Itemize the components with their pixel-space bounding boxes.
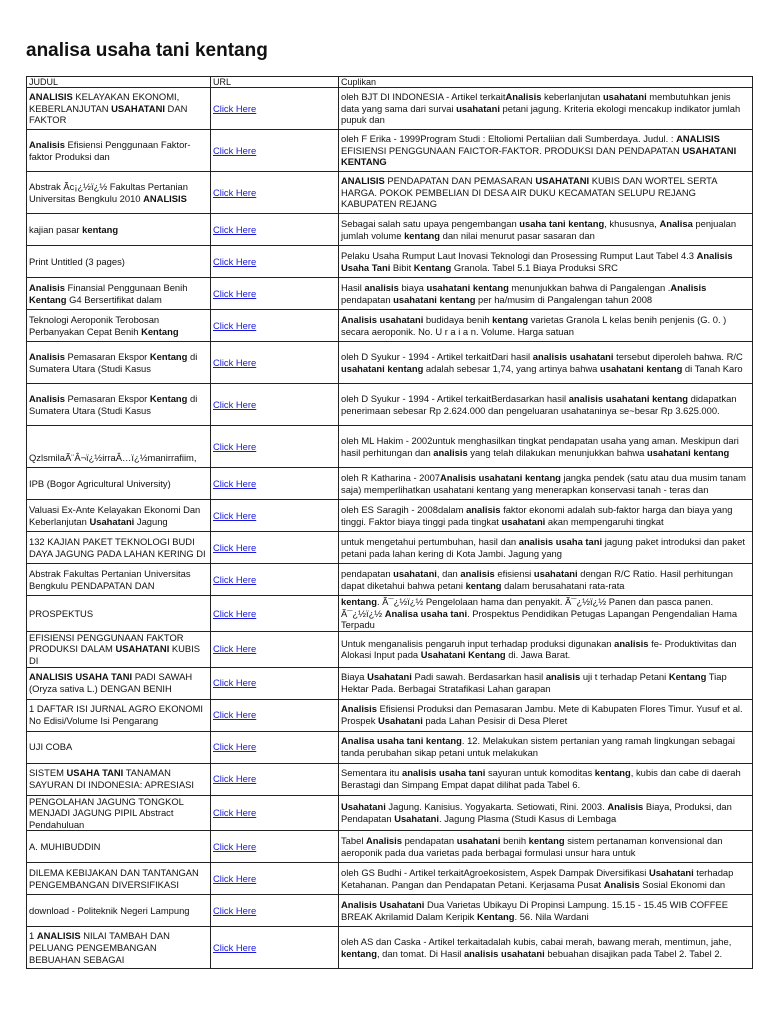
row-title: ANALISIS USAHA TANI PADI SAWAH (Oryza sativa L.) DENGAN BENIH [27,667,211,699]
row-title: Print Untitled (3 pages) [27,246,211,278]
click-here-link[interactable]: Click Here [213,144,257,156]
row-title: SISTEM USAHA TANI TANAMAN SAYURAN DI INDONESIA: APRESIASI [27,763,211,795]
click-here-link[interactable]: Click Here [213,356,257,368]
table-row [27,214,753,246]
row-url-cell [211,895,339,927]
table-header-row [27,77,753,88]
click-here-link[interactable]: Click Here [213,841,257,853]
table-row [27,468,753,500]
click-here-link[interactable]: Click Here [213,186,257,198]
row-snippet: oleh ES Saragih - 2008dalam analisis faktor ekonomi adalah sub-faktor harga dan biaya yang tinggi. Faktor biaya tinggi pada tingkat usahatani akan mempengaruhi tingkat [339,500,753,532]
row-title: 132 KAJIAN PAKET TEKNOLOGI BUDI DAYA JAGUNG PADA LAHAN KERING DI [27,532,211,564]
click-here-link[interactable]: Click Here [213,509,257,521]
row-url-cell [211,214,339,246]
row-snippet: Sementara itu analisis usaha tani sayuran untuk komoditas kentang, kubis dan cabe di daerah Berastagi dan Simpang Empat dapat dilihat pada Tabel 6. [339,763,753,795]
click-here-link[interactable]: Click Here [213,573,257,585]
row-url-cell [211,927,339,969]
click-here-link[interactable]: Click Here [213,287,257,299]
row-title: PENGOLAHAN JAGUNG TONGKOL MENJADI JAGUNG PIPIL Abstract Pendahuluan [27,795,211,831]
table-row [27,88,753,130]
click-here-link[interactable]: Click Here [213,709,257,721]
click-here-link[interactable]: Click Here [213,477,257,489]
table-row [27,172,753,214]
row-title: A. MUHIBUDDIN [27,831,211,863]
table-row [27,763,753,795]
click-here-link[interactable]: Click Here [213,741,257,753]
click-here-link[interactable]: Click Here [213,319,257,331]
header-cuplikan: Cuplikan [339,77,753,88]
click-here-link[interactable]: Click Here [213,807,257,819]
row-snippet: oleh F Erika - 1999Program Studi : Eltoliomi Pertaliian dali Sumberdaya. Judul. : ANALISIS EFISIENSI PENGGUNAAN FAICTOR-FAKTOR. PRODUKSI DAN PENDAPATAN USAHATANI KENTANG [339,130,753,172]
row-snippet: oleh R Katharina - 2007Analisis usahatani kentang jangka pendek (satu atau dua musim tanam saja) memperlihatkan usahatani kentang yang menerapkan konservasi tanah - teras dan [339,468,753,500]
table-row [27,667,753,699]
row-title: Analisis Finansial Penggunaan Benih Kentang G4 Bersertifikat dalam [27,278,211,310]
table-row [27,863,753,895]
table-row [27,500,753,532]
table-row [27,310,753,342]
row-url-cell [211,246,339,278]
click-here-link[interactable]: Click Here [213,942,257,954]
table-row [27,596,753,632]
row-url-cell [211,564,339,596]
row-snippet: Tabel Analisis pendapatan usahatani benih kentang sistem pertanaman konvensional dan aeroponik pada dua varietas pada berbagai formulasi unsur hara untuk [339,831,753,863]
header-judul: JUDUL [27,77,211,88]
row-url-cell [211,831,339,863]
row-url-cell [211,532,339,564]
table-row [27,631,753,667]
row-snippet: Biaya Usahatani Padi sawah. Berdasarkan hasil analisis uji t terhadap Petani Kentang Tiap Hektar Pada. Berbagai Stratafikasi Lahan garapan [339,667,753,699]
row-snippet: Hasil analisis biaya usahatani kentang menunjukkan bahwa di Pangalengan .Analisis pendapatan usahatani kentang per ha/musim di Pangalengan tahun 2008 [339,278,753,310]
table-row [27,731,753,763]
table-row [27,278,753,310]
table-row [27,130,753,172]
row-url-cell [211,426,339,468]
row-title: EFISIENSI PENGGUNAAN FAKTOR PRODUKSI DALAM USAHATANI KUBIS DI [27,631,211,667]
row-snippet: ANALISIS PENDAPATAN DAN PEMASARAN USAHATANI KUBIS DAN WORTEL SERTA HARGA. POKOK PEMBELIAN DI DESA AIR DUKU KECAMATAN SELUPU REJANG KABUPATEN REJANG [339,172,753,214]
click-here-link[interactable]: Click Here [213,440,257,452]
table-row [27,532,753,564]
header-url: URL [211,77,339,88]
row-url-cell [211,310,339,342]
row-title: kajian pasar kentang [27,214,211,246]
row-title: Teknologi Aeroponik Terobosan Perbanyakan Cepat Benih Kentang [27,310,211,342]
row-snippet: oleh D Syukur - 1994 - Artikel terkaitBerdasarkan hasil analisis usahatani kentang didapatkan penerimaan sebesar Rp 2.624.000 dan pengeluaran usahataninya se~besar Rp 3.625.000. [339,384,753,426]
row-title: PROSPEKTUS [27,596,211,632]
table-row [27,384,753,426]
table-row [27,699,753,731]
row-url-cell [211,763,339,795]
row-snippet: oleh GS Budhi - Artikel terkaitAgroekosistem, Aspek Dampak Diversifikasi Usahatani terhadap Ketahanan. Pangan dan Pendapatan Petani. Kerjasama Pusat Analisis Sosial Ekonomi dan [339,863,753,895]
row-title: Analisis Pemasaran Ekspor Kentang di Sumatera Utara (Studi Kasus [27,384,211,426]
row-snippet: oleh ML Hakim - 2002untuk menghasilkan tingkat pendapatan usaha yang aman. Meskipun dari hasil perhitungan dan analisis yang telah dilakukan menunjukkan bahwa usahatani kentang [339,426,753,468]
row-title: Analisis Pemasaran Ekspor Kentang di Sumatera Utara (Studi Kasus [27,342,211,384]
table-row [27,831,753,863]
click-here-link[interactable]: Click Here [213,541,257,553]
row-snippet: Sebagai salah satu upaya pengembangan usaha tani kentang, khususnya, Analisa penjualan jumlah volume kentang dan nilai menurut pasar sasaran dan [339,214,753,246]
click-here-link[interactable]: Click Here [213,102,257,114]
row-title: IPB (Bogor Agricultural University) [27,468,211,500]
row-url-cell [211,130,339,172]
row-url-cell [211,278,339,310]
row-url-cell [211,699,339,731]
table-row [27,895,753,927]
table-row [27,426,753,468]
row-url-cell [211,795,339,831]
row-snippet: kentang. Ã¯¿½ï¿½ Pengelolaan hama dan penyakit. Ã¯¿½ï¿½ Panen dan pasca panen. Ã¯¿½ï¿½ Analisa usaha tani. Prospektus Pendidikan Petugas Lapangan Pengendalian Hama Terpadu [339,596,753,632]
row-url-cell [211,342,339,384]
row-title: download - Politeknik Negeri Lampung [27,895,211,927]
row-snippet: Analisa usaha tani kentang. 12. Melakukan sistem pertanian yang ramah lingkungan sebagai tanda perubahan sikap petani untuk melakukan [339,731,753,763]
row-snippet: pendapatan usahatani, dan analisis efisiensi usahatani dengan R/C Ratio. Hasil perhitungan dapat diketahui bahwa petani kentang dalam berusahatani rata-rata [339,564,753,596]
row-url-cell [211,731,339,763]
click-here-link[interactable]: Click Here [213,677,257,689]
row-title: UJI COBA [27,731,211,763]
row-title: 1 ANALISIS NILAI TAMBAH DAN PELUANG PENGEMBANGAN BEBUAHAN SEBAGAI [27,927,211,969]
row-snippet: Analisis usahatani budidaya benih kentang varietas Granola L kelas benih penjenis (G. 0. ) secara aeroponik. No. U r a i a n. Volume. Harga satuan [339,310,753,342]
table-row [27,927,753,969]
row-title: Abstrak Ãc¡¿½ï¿½ Fakultas Pertanian Universitas Bengkulu 2010 ANALISIS [27,172,211,214]
row-url-cell [211,596,339,632]
click-here-link[interactable]: Click Here [213,643,257,655]
row-title: 1 DAFTAR ISI JURNAL AGRO EKONOMI No Edisi/Volume Isi Pengarang [27,699,211,731]
row-url-cell [211,667,339,699]
row-url-cell [211,88,339,130]
row-title: Valuasi Ex-Ante Kelayakan Ekonomi Dan Keberlanjutan Usahatani Jagung [27,500,211,532]
row-url-cell [211,468,339,500]
results-table [26,76,753,969]
row-snippet: Pelaku Usaha Rumput Laut Inovasi Teknologi dan Prosessing Rumput Laut Tabel 4.3 Analisis Usaha Tani Bibit Kentang Granola. Tabel 5.1 Biaya Produksi SRC [339,246,753,278]
table-row [27,342,753,384]
table-row [27,246,753,278]
row-snippet: oleh BJT DI INDONESIA - Artikel terkaitAnalisis keberlanjutan usahatani membutuhkan jenis data yang sama dari survai usahatani petani jagung. Kriteria ekologi mencakup indikator jumlah pupuk dan [339,88,753,130]
row-title: QzlsmilaÃ¨Â¬ï¿½irraÂ…ï¿½manirrafiim, [27,426,211,468]
row-url-cell [211,384,339,426]
row-snippet: Analisis Efisiensi Produksi dan Pemasaran Jambu. Mete di Kabupaten Flores Timur. Yusuf et al. Prospek Usahatani pada Lahan Pesisir di Desa Pleret [339,699,753,731]
row-title: Analisis Efisiensi Penggunaan Faktor-faktor Produksi dan [27,130,211,172]
row-snippet: oleh AS dan Caska - Artikel terkaitadalah kubis, cabai merah, bawang merah, mentimun, jahe, kentang, dan tomat. Di Hasil analisis usahatani bebuahan disajikan pada Tabel 2. Tabel 2. [339,927,753,969]
row-url-cell [211,172,339,214]
row-title: ANALISIS KELAYAKAN EKONOMI, KEBERLANJUTAN USAHATANI DAN FAKTOR [27,88,211,130]
row-title: Abstrak Fakultas Pertanian Universitas Bengkulu PENDAPATAN DAN [27,564,211,596]
click-here-link[interactable]: Click Here [213,255,257,267]
row-snippet: untuk mengetahui pertumbuhan, hasil dan analisis usaha tani jagung paket introduksi dan paket petani pada lahan kering di Kota Jambi. Jagung yang [339,532,753,564]
row-snippet: Untuk menganalisis pengaruh input terhadap produksi digunakan analisis fe- Produktivitas dan Alokasi Input pada Usahatani Kentang di. Jawa Barat. [339,631,753,667]
row-snippet: oleh D Syukur - 1994 - Artikel terkaitDari hasil analisis usahatani tersebut diperoleh bahwa. R/C usahatani kentang adalah sebesar 1,74, yang artinya bahwa usahatani kentang di Tanah Karo [339,342,753,384]
row-url-cell [211,631,339,667]
table-row [27,564,753,596]
row-url-cell [211,863,339,895]
click-here-link[interactable]: Click Here [213,905,257,917]
click-here-link[interactable]: Click Here [213,607,257,619]
row-title: DILEMA KEBIJAKAN DAN TANTANGAN PENGEMBANGAN DIVERSIFIKASI [27,863,211,895]
row-url-cell [211,500,339,532]
table-row [27,795,753,831]
click-here-link[interactable]: Click Here [213,873,257,885]
page-title: analisa usaha tani kentang [26,40,268,61]
click-here-link[interactable]: Click Here [213,773,257,785]
click-here-link[interactable]: Click Here [213,223,257,235]
click-here-link[interactable]: Click Here [213,398,257,410]
row-snippet: Usahatani Jagung. Kanisius. Yogyakarta. Setiowati, Rini. 2003. Analisis Biaya, Produksi, dan Pendapatan Usahatani. Jagung Plasma (Studi Kasus di Lembaga [339,795,753,831]
row-snippet: Analisis Usahatani Dua Varietas Ubikayu Di Propinsi Lampung. 15.15 - 15.45 WIB COFFEE BREAK Akrilamid Dalam Keripik Kentang. 56. Nila Wardani [339,895,753,927]
